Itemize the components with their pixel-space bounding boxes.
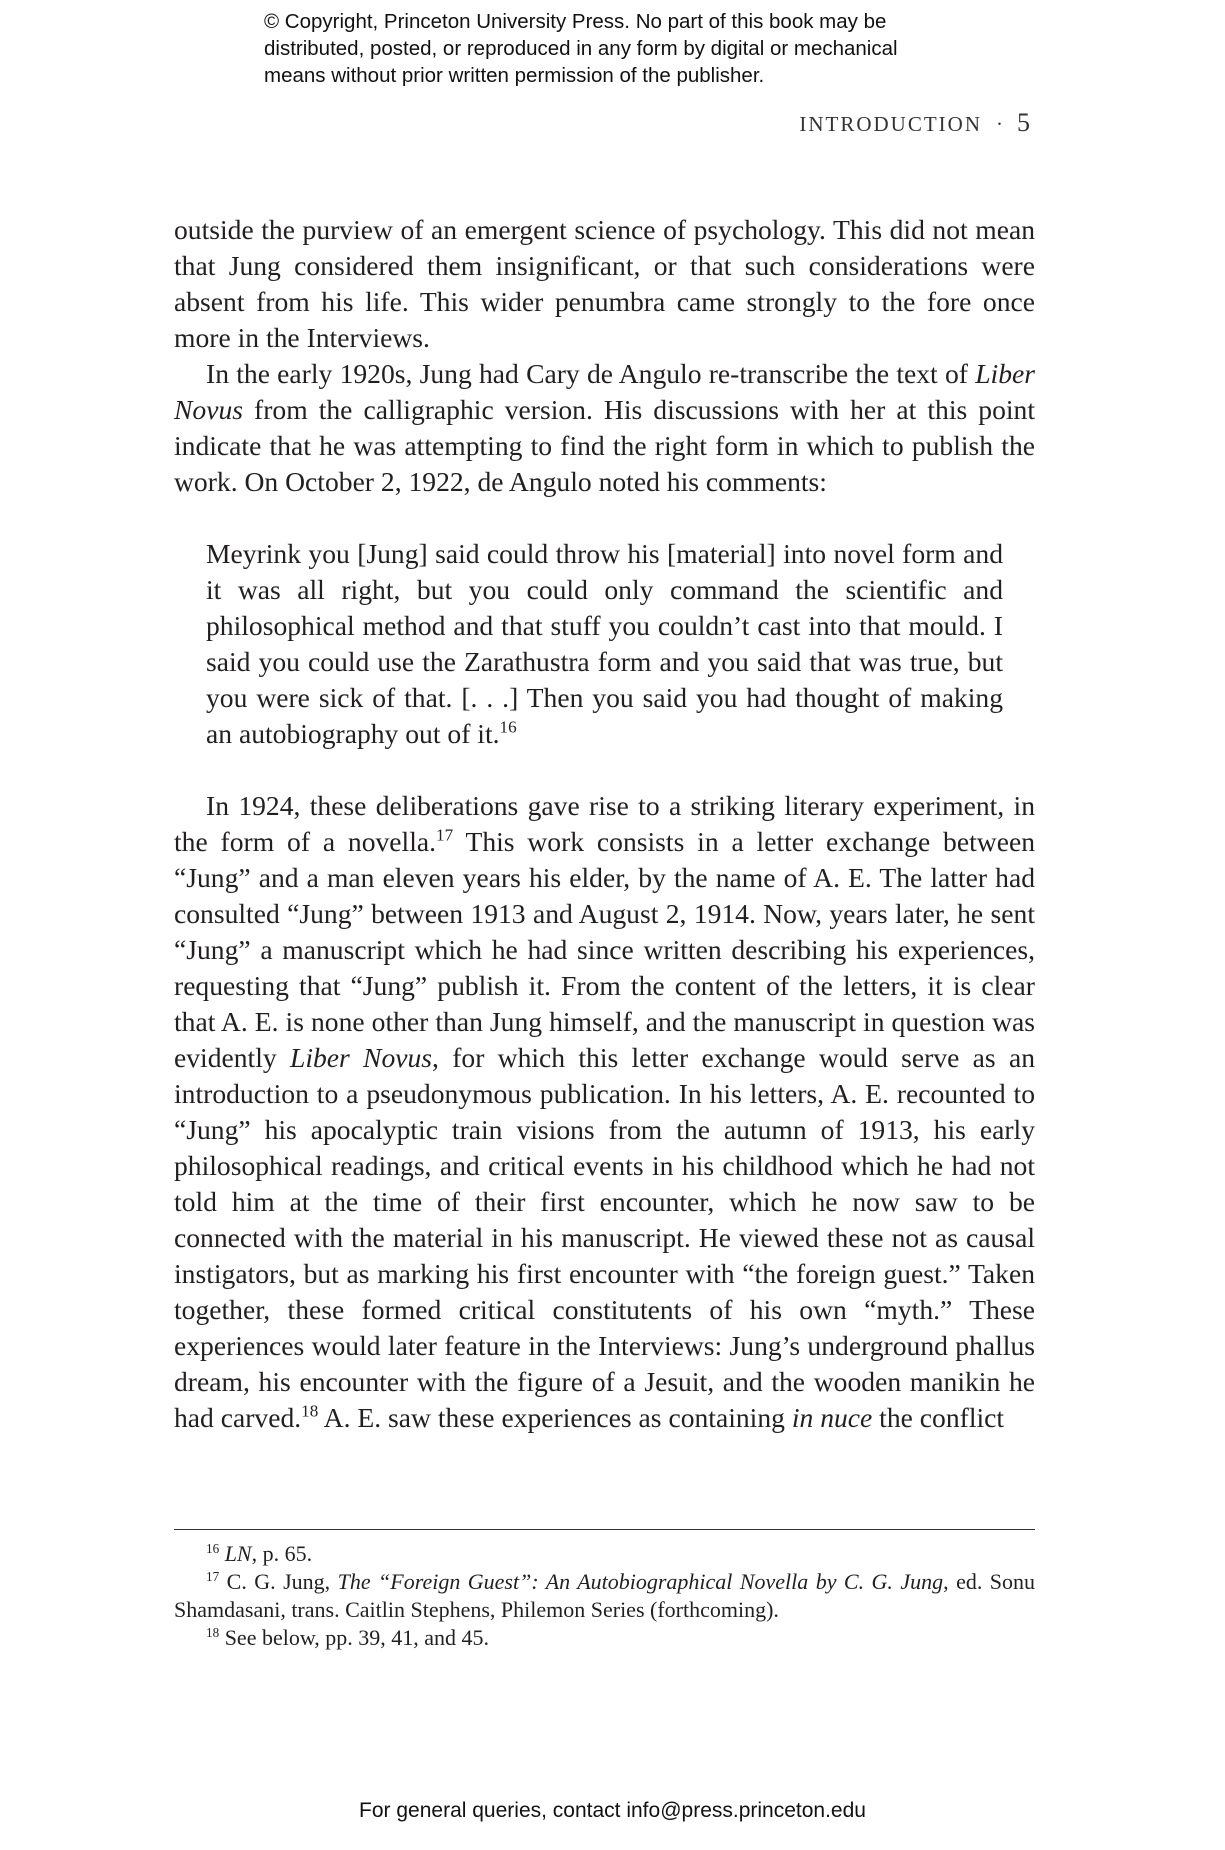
paragraph-3-text-a: In 1924, these deliberations gave rise to a striking literary experiment, in the form of a novella. [174, 790, 1035, 857]
footnote-18-text: See below, pp. 39, 41, and 45. [224, 1625, 490, 1650]
paragraph-3-text-d: A. E. saw these experiences as containing [318, 1402, 792, 1433]
page-number: 5 [1017, 108, 1030, 137]
footnote-17-title: The “Foreign Guest”: An Autobiographical Novella by C. G. Jung [337, 1569, 944, 1594]
paragraph-3-text-e: the conflict [872, 1402, 1005, 1433]
footnote-17-number: 17 [206, 1569, 220, 1585]
copyright-notice [264, 8, 1024, 89]
footnote-16-abbrev: LN [224, 1541, 252, 1566]
section-title: INTRODUCTION [799, 112, 982, 136]
paragraph-2-text-b: from the calligraphic version. His discussions with her at this point indicate that he was attempting to find the right form in which to publish the work. On October 2, 1922, de Angulo noted his comments: [174, 394, 1035, 497]
footnotes [174, 1540, 1035, 1652]
footnote-17-text-b: , ed. Sonu Shamdasani, trans. Caitlin Stephens, Philemon Series (forthcoming). [174, 1569, 1036, 1622]
paragraph-3-text-b: This work consists in a letter exchange between “Jung” and a man eleven years his elder, by the name of A. E. The latter had consulted “Jung” between 1913 and August 2, 1914. Now, years later, he sent “Jung” a manuscript which he had since written describing his experiences, requesting that “Jung” publish it. From the content of the letters, it is clear that A. E. is none other than Jung himself, and the manuscript in question was evidently [174, 826, 1035, 1073]
paragraph-2-title: Liber Novus [174, 358, 1035, 425]
separator: · [996, 112, 1003, 136]
footnote-16-number: 16 [206, 1541, 220, 1557]
footnote-16 [174, 1540, 1035, 1568]
footnote-ref-18: 18 [301, 1401, 319, 1421]
footnote-17-text-a: C. G. Jung, [226, 1569, 338, 1594]
footnote-17 [174, 1568, 1035, 1624]
block-quote-text: Meyrink you [Jung] said could throw his [material] into novel form and it was all right, but you could only command the scientific and philosophical method and that stuff you couldn’t cast into that mould. I said you could use the Zarathustra form and you said that was true, but you were sick of that. [. . .] Then you said you had thought of making an autobiography out of it. [206, 538, 1003, 749]
copyright-line-3: means without prior written permission of the publisher. [264, 64, 765, 87]
paragraph-2 [174, 356, 1035, 500]
paragraph-1: outside the purview of an emergent science of psychology. This did not mean that Jung considered them insignificant, or that such considerations were absent from his life. This wider penumbra came strongly to the fore once more in the Interviews. [174, 214, 1035, 353]
footnote-18-number: 18 [206, 1625, 220, 1641]
copyright-line-2: distributed, posted, or reproduced in any form by digital or mechanical [264, 37, 898, 60]
footnote-ref-17: 17 [436, 825, 454, 845]
body-text [174, 212, 1035, 1436]
footnote-ref-16: 16 [499, 717, 517, 737]
running-head [600, 108, 1030, 138]
footnote-rule [174, 1529, 1035, 1530]
copyright-line-1: © Copyright, Princeton University Press. No part of this book may be [264, 10, 887, 33]
paragraph-3-text-c: , for which this letter exchange would serve as an introduction to a pseudonymous publication. In his letters, A. E. recounted to “Jung” his apocalyptic train visions from the autumn of 1913, his early philosophical readings, and critical events in his childhood which he had not told him at the time of their first encounter, which he now saw to be connected with the material in his manuscript. He viewed these not as causal instigators, but as marking his first encounter with “the foreign guest.” Taken together, these formed critical constitutents of his own “myth.” These experiences would later feature in the Interviews: Jung’s underground phallus dream, his encounter with the figure of a Jesuit, and the wooden manikin he had carved. [174, 1042, 1035, 1433]
paragraph-3-title: Liber Novus [289, 1042, 433, 1073]
footer-contact: For general queries, contact info@press.princeton.edu [359, 1799, 866, 1822]
block-quote [206, 536, 1003, 752]
footnote-16-text: , p. 65. [251, 1541, 313, 1566]
paragraph-3-latin: in nuce [791, 1402, 873, 1433]
paragraph-2-text-a: In the early 1920s, Jung had Cary de Angulo re-transcribe the text of [206, 358, 976, 389]
footnote-18 [174, 1624, 1035, 1652]
paragraph-3 [174, 788, 1035, 1436]
